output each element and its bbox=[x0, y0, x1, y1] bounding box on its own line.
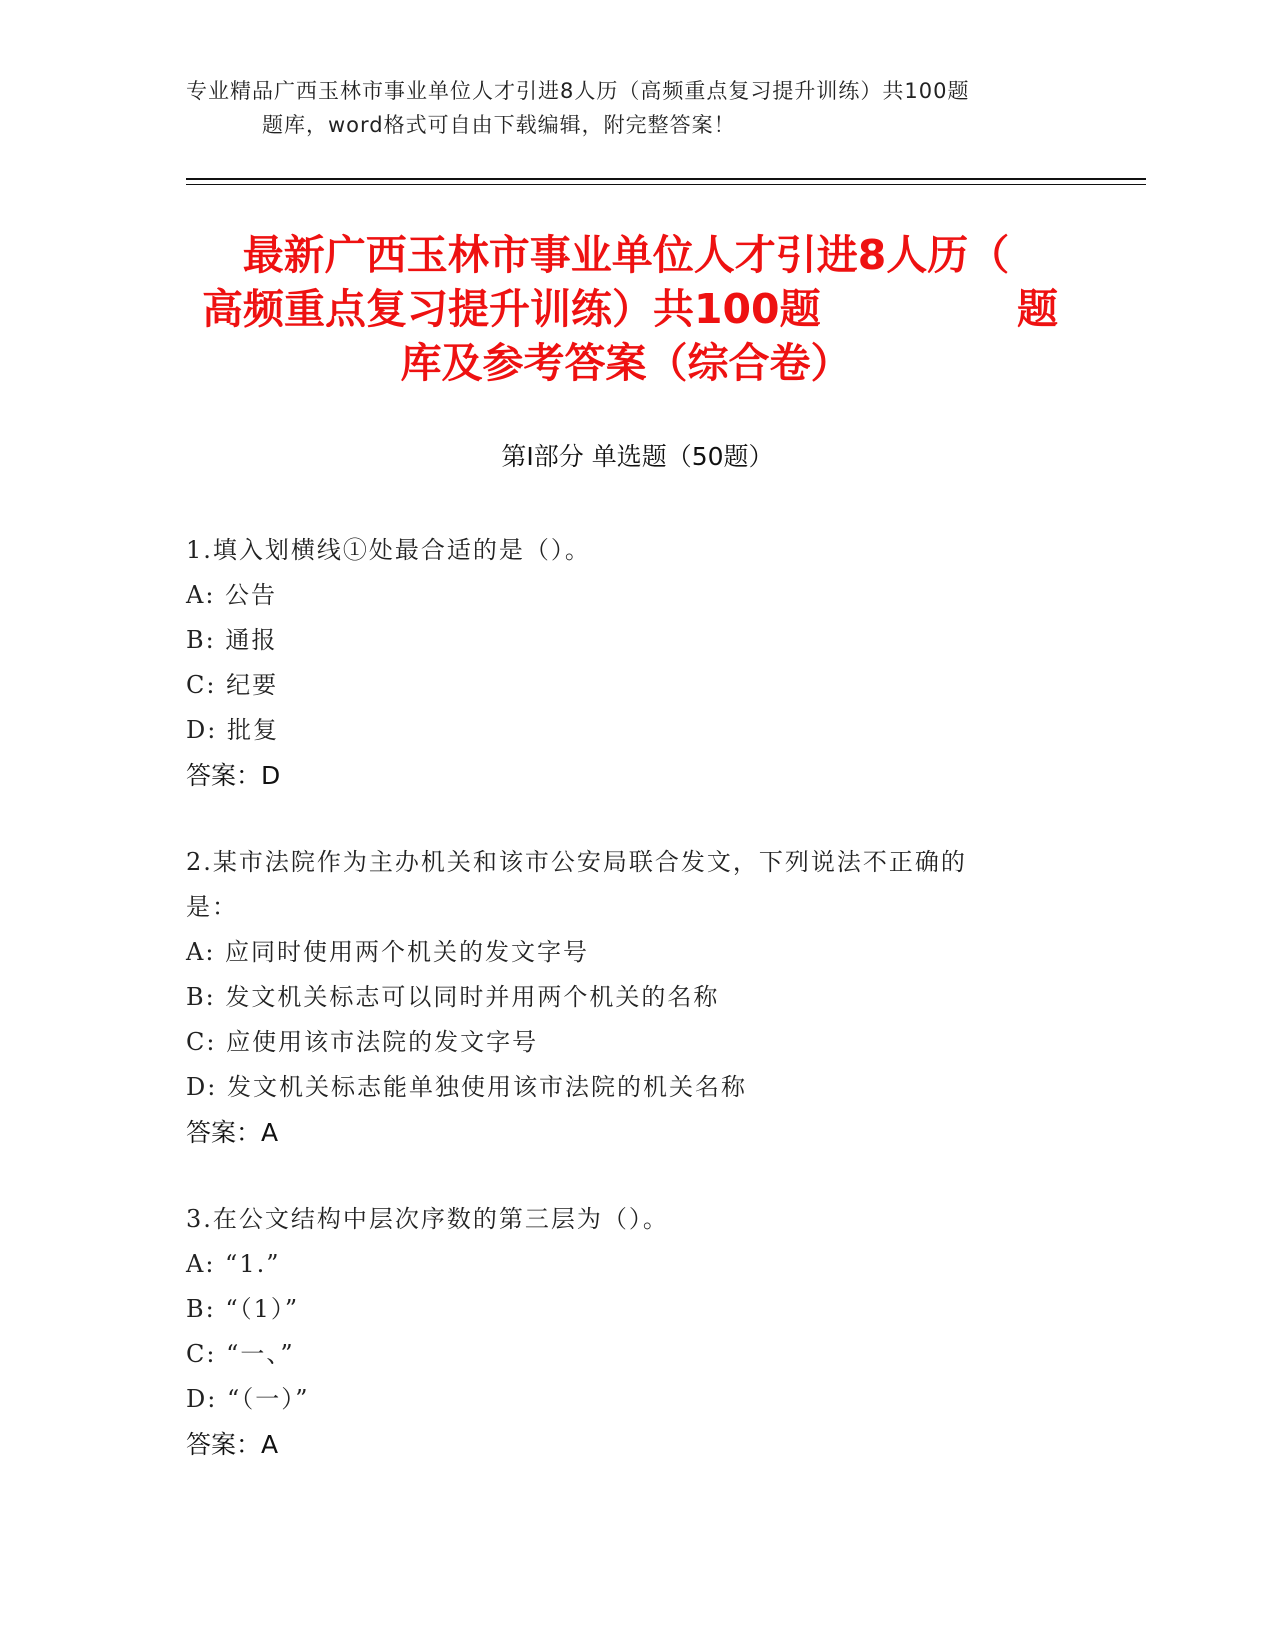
question-text: 3.在公文结构中层次序数的第三层为（）。 bbox=[186, 1205, 669, 1233]
header-line-2: 题库，word格式可自由下载编辑，附完整答案！ bbox=[262, 113, 736, 137]
title-line-2 bbox=[186, 282, 1066, 336]
question-3 bbox=[186, 1197, 1086, 1467]
title-line-1: 最新广西玉林市事业单位人才引进8人历（ bbox=[242, 231, 1010, 279]
question-2 bbox=[186, 840, 1086, 1155]
option-c: C: 应使用该市法院的发文字号 bbox=[186, 1028, 539, 1056]
document-header bbox=[186, 74, 1086, 142]
question-text-line-2: 是： bbox=[186, 893, 238, 921]
section-title: 第Ⅰ部分 单选题（50题） bbox=[501, 442, 774, 471]
title-line-3: 库及参考答案（综合卷） bbox=[400, 339, 852, 387]
option-b: B: 发文机关标志可以同时并用两个机关的名称 bbox=[186, 983, 720, 1011]
answer: 答案：D bbox=[186, 761, 281, 790]
option-d: D: “（一）” bbox=[186, 1385, 310, 1413]
answer: 答案：A bbox=[186, 1118, 279, 1147]
option-a: A: “1.” bbox=[186, 1250, 281, 1278]
option-b: B: 通报 bbox=[186, 626, 278, 654]
document-title bbox=[186, 228, 1066, 390]
answer: 答案：A bbox=[186, 1430, 279, 1459]
option-a: A: 公告 bbox=[186, 581, 278, 609]
header-divider-thin bbox=[186, 184, 1146, 185]
title-line-2-tail: 题 bbox=[1017, 285, 1058, 333]
option-d: D: 发文机关标志能单独使用该市法院的机关名称 bbox=[186, 1073, 747, 1101]
question-text-line-1: 2.某市法院作为主办机关和该市公安局联合发文，下列说法不正确的 bbox=[186, 848, 967, 876]
question-text: 1.填入划横线①处最合适的是（）。 bbox=[186, 536, 591, 564]
option-c: C: “一、” bbox=[186, 1340, 295, 1368]
option-b: B: “（1）” bbox=[186, 1295, 300, 1323]
option-c: C: 纪要 bbox=[186, 671, 279, 699]
question-1 bbox=[186, 528, 1086, 798]
option-a: A: 应同时使用两个机关的发文字号 bbox=[186, 938, 590, 966]
question-list bbox=[186, 528, 1086, 1509]
title-line-2-main: 高频重点复习提升训练）共100题 bbox=[202, 285, 821, 333]
header-divider-thick bbox=[186, 178, 1146, 180]
header-line-1: 专业精品广西玉林市事业单位人才引进8人历（高频重点复习提升训练）共100题 bbox=[186, 79, 970, 103]
option-d: D: 批复 bbox=[186, 716, 279, 744]
